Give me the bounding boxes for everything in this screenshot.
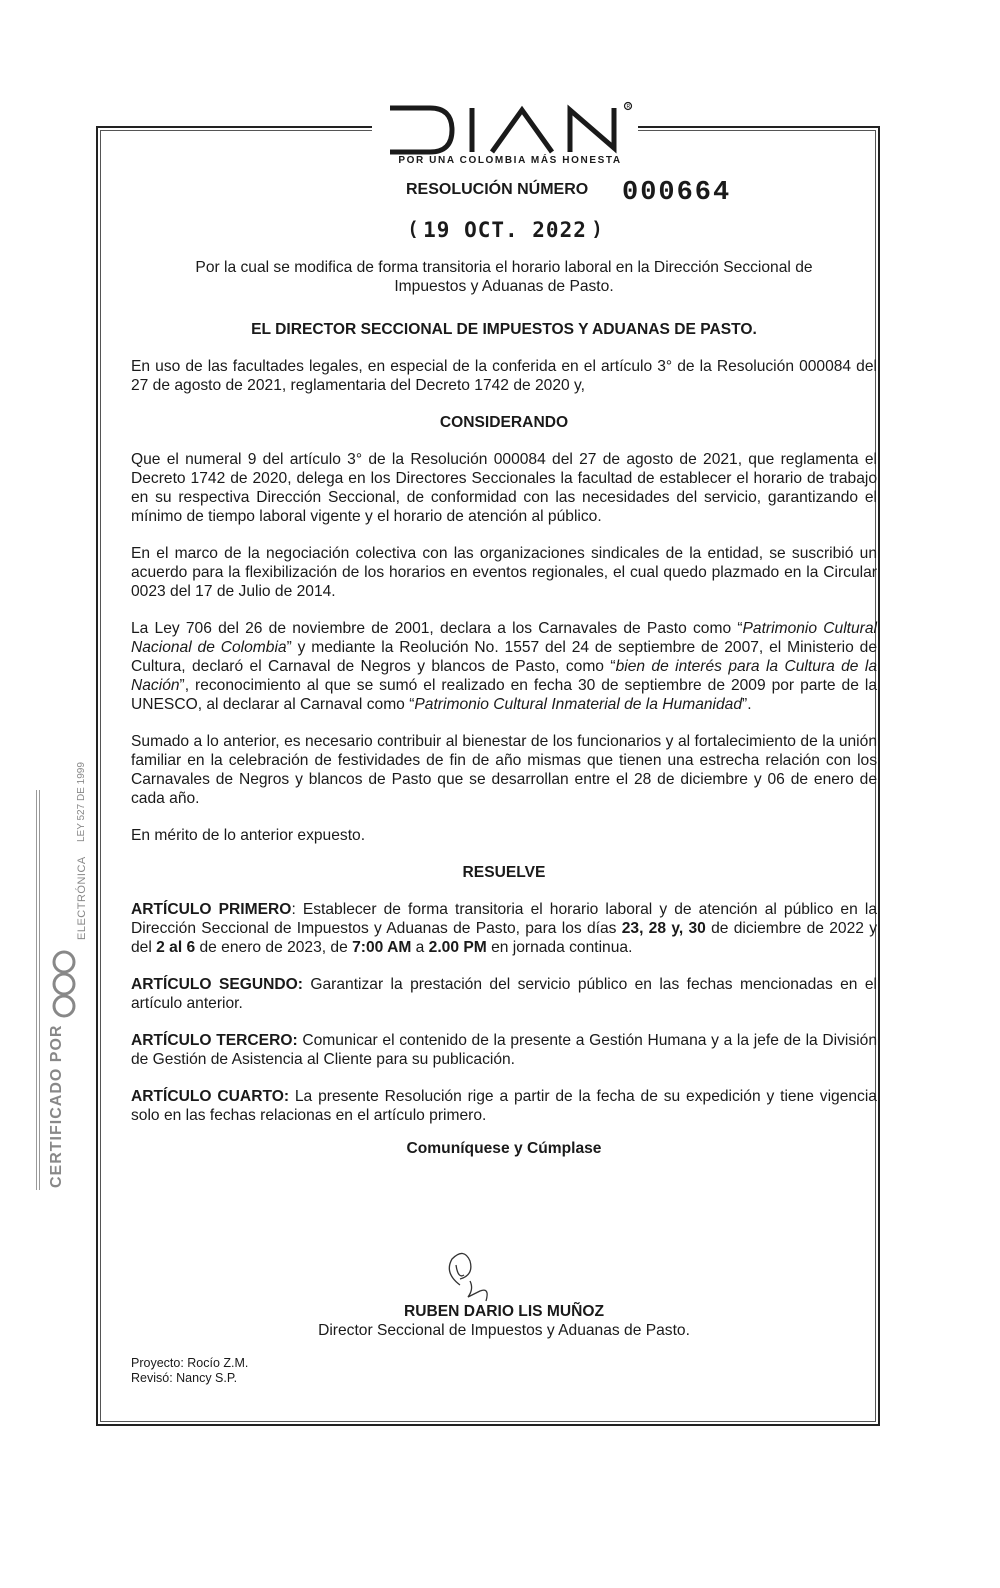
c3-text-2: ” y mediante la Reolución No. 1557 del 24 de septiembre de 2007, el Ministerio de Cultura, declaró el Carnaval de Negros y blancos de Pasto, como “ xyxy=(131,639,877,675)
certification-seal-icon xyxy=(40,948,88,1018)
dian-logo xyxy=(380,100,640,156)
merito: En mérito de lo anterior expuesto. xyxy=(131,827,366,844)
articulo-cuarto xyxy=(131,1087,877,1125)
certification-lines xyxy=(36,790,40,1190)
footer-credits xyxy=(131,1356,248,1386)
logo-tagline: POR UNA COLOMBIA MÁS HONESTA xyxy=(398,155,622,166)
a1-text-5: en jornada continua. xyxy=(486,939,633,956)
c3-text-1: La Ley 706 del 26 de noviembre de 2001, declara a los Carnavales de Pasto como “ xyxy=(131,620,743,637)
authority-heading: EL DIRECTOR SECCIONAL DE IMPUESTOS Y ADUANAS DE PASTO. xyxy=(251,321,757,338)
resuelve-heading: RESUELVE xyxy=(462,864,546,881)
c3-italic-2: bien de interés para la Cultura de la Nación xyxy=(131,658,877,694)
c3-italic-3: Patrimonio Cultural Inmaterial de la Humanidad xyxy=(414,696,743,713)
certification-text-3: LEY 527 DE 1999 xyxy=(76,762,87,842)
articulo-1-label: ARTÍCULO PRIMERO xyxy=(131,901,292,918)
articulo-2-label: ARTÍCULO SEGUNDO: xyxy=(131,976,303,993)
considerando-heading: CONSIDERANDO xyxy=(439,414,569,431)
resolution-number: 000664 xyxy=(622,178,732,208)
proyecto-line: Proyecto: Rocío Z.M. xyxy=(131,1356,249,1370)
c3-italic-1: Patrimonio Cultural Nacional de Colombia xyxy=(131,620,877,656)
signer-title: Director Seccional de Impuestos y Aduanas de Pasto. xyxy=(318,1322,690,1339)
date-open-paren: ( xyxy=(410,218,416,238)
a1-bold-1: 23, 28 y, 30 xyxy=(621,920,706,937)
a1-text-1: : Establecer de forma transitoria el horario laboral y de atención al público en la Dirección Seccional de Impuestos y Aduanas de Pasto, para los días xyxy=(131,901,877,937)
signer-name: RUBEN DARIO LIS MUÑOZ xyxy=(403,1303,605,1320)
a1-bold-3: 7:00 AM xyxy=(352,939,412,956)
a1-text-4: a xyxy=(411,939,429,956)
date-close-paren: ) xyxy=(594,218,600,238)
preamble: En uso de las facultades legales, en especial de la conferida en el artículo 3° de la Resolución 000084 del 27 de agosto de 2021, reglamentaria del Decreto 1742 de 2020 y, xyxy=(131,358,877,394)
resolution-label: RESOLUCIÓN NÚMERO xyxy=(406,181,589,198)
a1-bold-4: 2.00 PM xyxy=(428,939,487,956)
considerando-3 xyxy=(131,619,877,714)
c3-text-4: ”. xyxy=(742,696,752,713)
articulo-4-label: ARTÍCULO CUARTO: xyxy=(131,1088,290,1105)
certification-text-2: ELECTRÓNICA xyxy=(76,856,88,940)
date-line xyxy=(410,218,600,242)
articulo-primero xyxy=(131,900,877,957)
considerando-2: En el marco de la negociación colectiva con las organizaciones sindicales de la entidad, se suscribió un acuerdo para la flexibilización de los horarios en eventos regionales, el cual quedo plazmado en la Circular 0023 del 17 de Julio de 2014. xyxy=(131,545,877,600)
subject: Por la cual se modifica de forma transitoria el horario laboral en la Dirección Seccional de Impuestos y Aduanas de Pasto. xyxy=(195,259,813,295)
articulo-segundo xyxy=(131,975,877,1013)
date-stamp: 19 OCT. 2022 xyxy=(423,218,587,242)
articulo-tercero xyxy=(131,1031,877,1069)
c3-text-3: ”, reconocimiento al que se sumó el realizado en fecha 30 de septiembre de 2009 por parte de la UNESCO, al declarar al Carnaval como “ xyxy=(131,677,877,713)
document-body xyxy=(131,258,877,1158)
articulo-3-label: ARTÍCULO TERCERO: xyxy=(131,1032,298,1049)
closing: Comuníquese y Cúmplase xyxy=(406,1140,602,1157)
a3-text: Comunicar el contenido de la presente a Gestión Humana y a la jefe de la División de Gestión de Asistencia al Cliente para su publicación. xyxy=(131,1032,877,1068)
handwritten-signature xyxy=(430,1245,530,1305)
signer-block xyxy=(131,1302,877,1340)
a2-text: Garantizar la prestación del servicio público en las fechas mencionadas en el artículo anterior. xyxy=(131,976,877,1012)
considerando-1: Que el numeral 9 del artículo 3° de la Resolución 000084 del 27 de agosto de 2021, que reglamenta el Decreto 1742 de 2020, delega en los Directores Seccionales la facultad de establecer el horario de trabajo en su respectiva Dirección Seccional, de conformidad con las necesidades del servicio, garantizando el mínimo de tiempo laboral vigente y el horario de atención al público. xyxy=(131,451,877,525)
a1-text-3: de enero de 2023, de xyxy=(195,939,353,956)
reviso-line: Revisó: Nancy S.P. xyxy=(131,1371,238,1385)
a1-bold-2: 2 al 6 xyxy=(156,939,196,956)
svg-text:R: R xyxy=(626,104,631,111)
considerando-4: Sumado a lo anterior, es necesario contribuir al bienestar de los funcionarios y al fortalecimiento de la unión familiar en la celebración de festividades de fin de año mismas que tienen una estrecha relación con los Carnavales de Negros y blancos de Pasto que se desarrollan entre el 28 de diciembre y 06 de enero de cada año. xyxy=(131,733,877,807)
a1-text-2: de diciembre de 2022 y del xyxy=(131,920,878,956)
certification-text: CERTIFICADO POR xyxy=(48,1024,65,1188)
a4-text: La presente Resolución rige a partir de la fecha de su expedición y tiene vigencia solo en las fechas relacionas en el artículo primero. xyxy=(131,1088,877,1124)
